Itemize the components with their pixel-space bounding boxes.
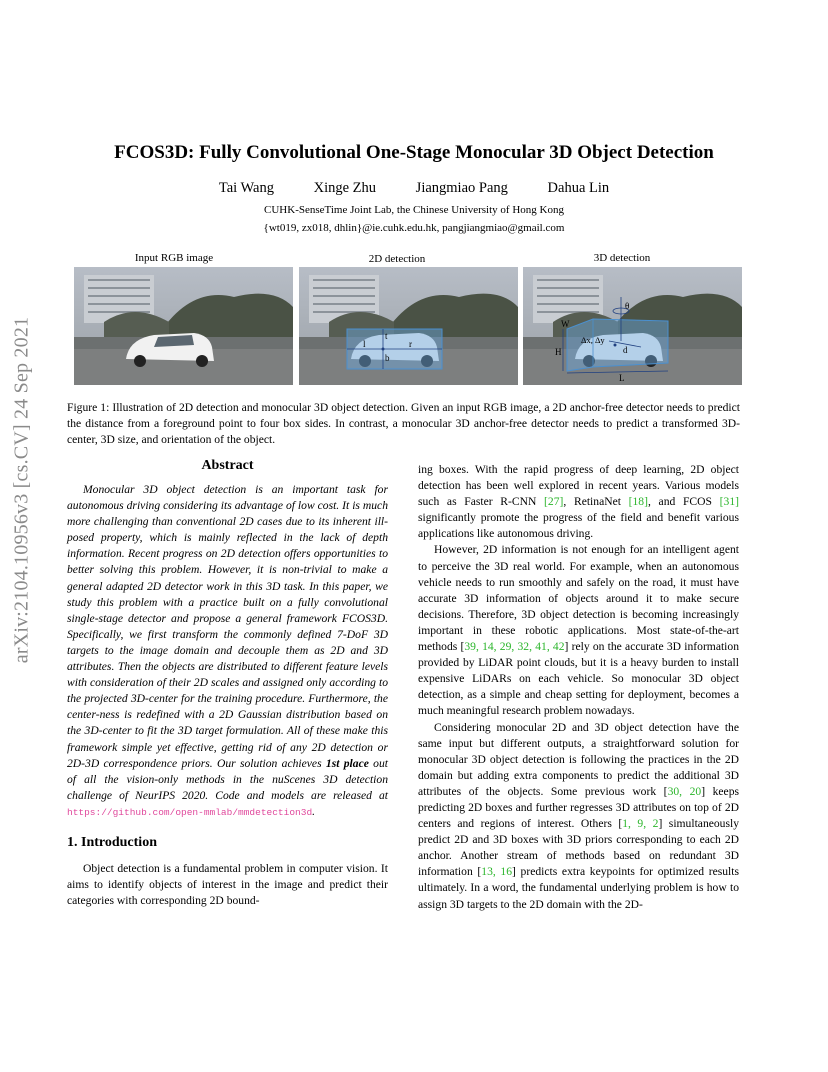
p3-d: ] predicts extra keypoints for optimized results ultimately. In a word, the fundamental underlying problem is how to assign 3D targets to the 2D domain with the 2D- (418, 865, 740, 911)
author-list (0, 180, 828, 197)
p3-b: ] keeps predicting 2D boxes and further regresses 3D attributes on top of 2D centers and regions of interest. Others [ (418, 784, 740, 831)
panel-title-input: Input RGB image (134, 252, 214, 264)
code-link[interactable]: https://github.com/open-mmlab/mmdetection3d (67, 806, 313, 818)
citation[interactable]: [18] (628, 495, 648, 509)
p2-b: ] rely on the accurate 3D information provided by LiDAR point clouds, but it is a heavy burden to install expensive LiDARs on each vehicle. So monocular 3D object detection, as a simple and cheap setting for deployment, becomes a much meaningful research problem nowadays. (418, 640, 740, 718)
author-1: Tai Wang (218, 180, 274, 196)
figure-caption: Figure 1: Illustration of 2D detection and monocular 3D object detection. Given an input RGB image, a 2D anchor-free detector needs to predict the distance from a foreground point to four box sides. In contrast, a monocular 3D anchor-free detector needs to predict a transformed 3D-center, 3D size, and orientation of the object. (67, 401, 740, 446)
left-column (67, 458, 388, 909)
label-delta-xy: Δx, Δy (581, 335, 605, 345)
arxiv-stamp-text: arXiv:2104.10956v3 [cs.CV] 24 Sep 2021 (10, 316, 33, 664)
p1-d: significantly promote the progress of the field and benefit various applications like autonomous driving. (418, 511, 739, 541)
p1-c: , and FCOS (647, 495, 720, 509)
p2-a: However, 2D information is not enough for an intelligent agent to perceive the 3D real world. For example, when an autonomous vehicle needs to run smoothly and safely on the road, it must have accurate 3D information of objects around it to make secure decisions. Therefore, 3D object detection is becoming increasingly important in these robotic applications. Most state-of-the-art methods [ (418, 543, 739, 654)
author-emails: {wt019, zx018, dhlin}@ie.cuhk.edu.hk, pangjiangmiao@gmail.com (263, 222, 565, 234)
affiliation: CUHK-SenseTime Joint Lab, the Chinese University of Hong Kong (264, 204, 564, 216)
abstract-part-1: Monocular 3D object detection is an important task for autonomous driving considering its advantage of low cost. It is much more challenging than conventional 2D cases due to its inherent ill-posed property, which is mainly reflected in the lack of depth information. Recent progress on 2D detection offers opportunities to better solving this problem. However, it is non-trivial to make a general adapted 2D detector work in this 3D task. In this paper, we study this problem with a practice built on a fully convolutional single-stage detector and propose a general framework FCOS3D. Specifically, we first transform the commonly defined 7-DoF 3D targets to the image domain and decouple them as 2D and 3D attributes. Then the objects are distributed to different feature levels with consideration of their 2D scales and assigned only according to the projected 3D-center for the training procedure. Furthermore, the center-ness is redefined with a 2D Gaussian distribution based on the 3D-center to fit the 3D target formulation. All of these make this framework simple yet effective, getting rid of any 2D detection or 2D-3D correspondence priors. Our solution achieves (67, 483, 388, 770)
citation[interactable]: [31] (719, 495, 739, 509)
panel-title-3d: 3D detection (593, 252, 651, 264)
right-paragraph-3 (418, 720, 739, 913)
author-2: Xinge Zhu (313, 180, 377, 196)
figure-panel-3d-detection (523, 267, 742, 385)
label-t: t (385, 331, 388, 341)
abstract-end: . (312, 804, 316, 818)
p3-c: ] simultaneously predict 2D and 3D boxes with 3D priors corresponding to each 2D anchor. Another stream of methods based on redundant 3D information [ (418, 817, 740, 879)
abstract-part-2: out of all the vision-only methods in the nuScenes 3D detection challenge of NeurIPS 2020. Code and models are released at (67, 756, 388, 802)
p1-a: ing boxes. With the rapid progress of deep learning, 2D object detection has been well explored in recent years. Various models such as Faster R-CNN (418, 463, 739, 509)
label-b: b (385, 353, 390, 363)
citation[interactable]: 1, 9, 2 (622, 817, 659, 831)
citation[interactable]: 39, 14, 29, 32, 41, 42 (464, 640, 565, 654)
abstract-text (67, 482, 388, 821)
p1-b: , RetinaNet (563, 495, 629, 509)
label-r: r (409, 339, 412, 349)
label-h: H (555, 347, 562, 357)
paper-title: FCOS3D: Fully Convolutional One-Stage Monocular 3D Object Detection (114, 142, 714, 163)
intro-heading: 1. Introduction (67, 834, 157, 850)
author-4: Dahua Lin (547, 180, 610, 196)
author-3: Jiangmiao Pang (415, 180, 508, 196)
panel-title-2d: 2D detection (368, 253, 426, 265)
right-paragraph-1 (418, 462, 739, 542)
figure-panel-input-image (74, 267, 293, 385)
label-d: d (623, 345, 628, 355)
label-w: W (561, 319, 570, 329)
label-l: l (363, 339, 366, 349)
intro-paragraph-1: Object detection is a fundamental problem in computer vision. It aims to identify objects of interest in the image and predict their categories with corresponding 2D bound- (67, 861, 388, 908)
citation[interactable]: 30, 20 (667, 784, 702, 798)
label-l-length: L (619, 373, 625, 383)
figure-panel-2d-detection (299, 267, 518, 385)
p3-a: Considering monocular 2D and 3D object detection have the same input but different outputs, a straightforward solution for monocular 3D object detection is following the practices in the 2D domain but adding extra components to predict the additional 3D attributes of the objects. Some previous work [ (418, 720, 739, 798)
abstract-heading: Abstract (201, 458, 254, 473)
label-theta: θ (625, 301, 630, 311)
right-column (418, 462, 739, 913)
citation[interactable]: [27] (544, 495, 564, 509)
abstract-bold: 1st place (325, 756, 369, 770)
citation[interactable]: 13, 16 (481, 865, 513, 879)
right-paragraph-2 (418, 542, 739, 719)
